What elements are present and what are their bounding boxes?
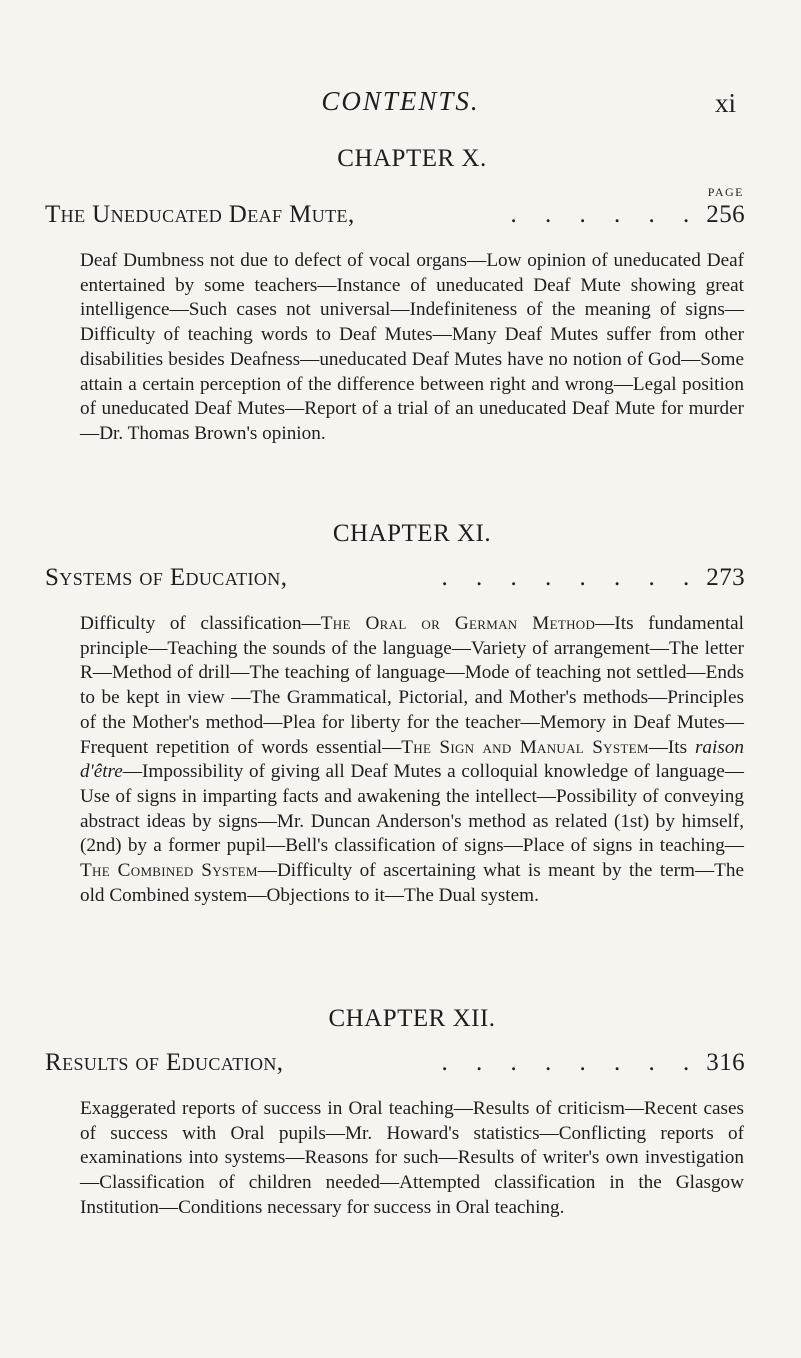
chapter-x (45, 145, 745, 466)
chapter-heading: CHAPTER XI. (332, 520, 492, 547)
page-column-label: PAGE (707, 185, 744, 199)
section-name-oral-method: The Oral or German Method (320, 613, 596, 634)
synopsis-text: Difficulty of classification— (80, 613, 321, 634)
running-head (0, 86, 801, 126)
page-number: xi (714, 88, 736, 118)
entry-title: The Uneducated Deaf Mute, (45, 201, 355, 228)
chapter-xi (45, 520, 745, 928)
chapter-heading: CHAPTER X. (337, 145, 487, 172)
section-name-combined-system: The Combined System (80, 860, 258, 882)
dot-leader: . . . . . . (510, 201, 701, 228)
toc-entry (45, 564, 745, 600)
section-name-sign-system: The Sign and Manual System (401, 736, 649, 758)
entry-page-number: 256 (706, 201, 745, 228)
entry-title: Results of Education, (45, 1049, 284, 1076)
toc-entry (45, 1049, 745, 1085)
synopsis-text: —Difficulty of ascertaining what is meant by the term—The old Combined system—Objections to it—The Dual system. (80, 860, 744, 906)
synopsis-text: —Its (648, 736, 695, 758)
entry-title: Systems of Education, (45, 564, 288, 591)
italic-phrase: raison d'être (80, 736, 745, 783)
chapter-synopsis (80, 612, 744, 908)
entry-page-number: 316 (706, 1049, 745, 1076)
chapter-synopsis: Deaf Dumbness not due to defect of vocal organs—Low opinion of uneducated Deaf entertained by some teachers—Instance of uneducated Deaf Mute showing great intelligence—Such cases not universal—Indefiniteness of the meaning of signs—Difficulty of teaching words to Deaf Mutes—Many Deaf Mutes suffer from other disabilities besides Deafness—uneducated Deaf Mutes have no notion of God—Some attain a certain perception of the difference between right and wrong—Legal position of uneducated Deaf Mutes—Report of a trial of an uneducated Deaf Mute for murder —Dr. Thomas Brown's opinion. (80, 250, 744, 444)
synopsis-text: —Impossibility of giving all Deaf Mutes a colloquial knowledge of language—Use of signs in imparting facts and awakening the intellect—Possibility of conveying abstract ideas by signs—Mr. Duncan Anderson's method as related (1st) by himself, (2nd) by a former pupil—Bell's classification of signs—Place of signs in teaching— (80, 761, 744, 857)
running-title: CONTENTS. (321, 86, 480, 116)
dot-leader: . . . . . . . . (441, 1049, 701, 1076)
dot-leader: . . . . . . . . (441, 564, 701, 591)
chapter-synopsis: Exaggerated reports of success in Oral teaching—Results of criticism—Recent cases of success with Oral pupils—Mr. Howard's statistics—Conflicting reports of examinations into systems—Reasons for such—Results of writer's own investigation—Classification of children needed—Attempted classification in the Glasgow Institution—Conditions necessary for success in Oral teaching. (80, 1098, 744, 1218)
toc-entry (45, 201, 745, 237)
chapter-heading: CHAPTER XII. (328, 1005, 496, 1032)
chapter-xii (45, 1005, 745, 1240)
entry-page-number: 273 (706, 564, 745, 591)
synopsis-text: —Its fundamental principle—Teaching the sounds of the language—Variety of arrangement—The letter R—Method of drill—The teaching of language—Mode of teaching not settled—Ends to be kept in view —The Grammatical, Pictorial, and Mother's methods—Principles of the Mother's method—Plea for liberty for the teacher—Memory in Deaf Mutes—Frequent repetition of words essential— (80, 613, 744, 758)
